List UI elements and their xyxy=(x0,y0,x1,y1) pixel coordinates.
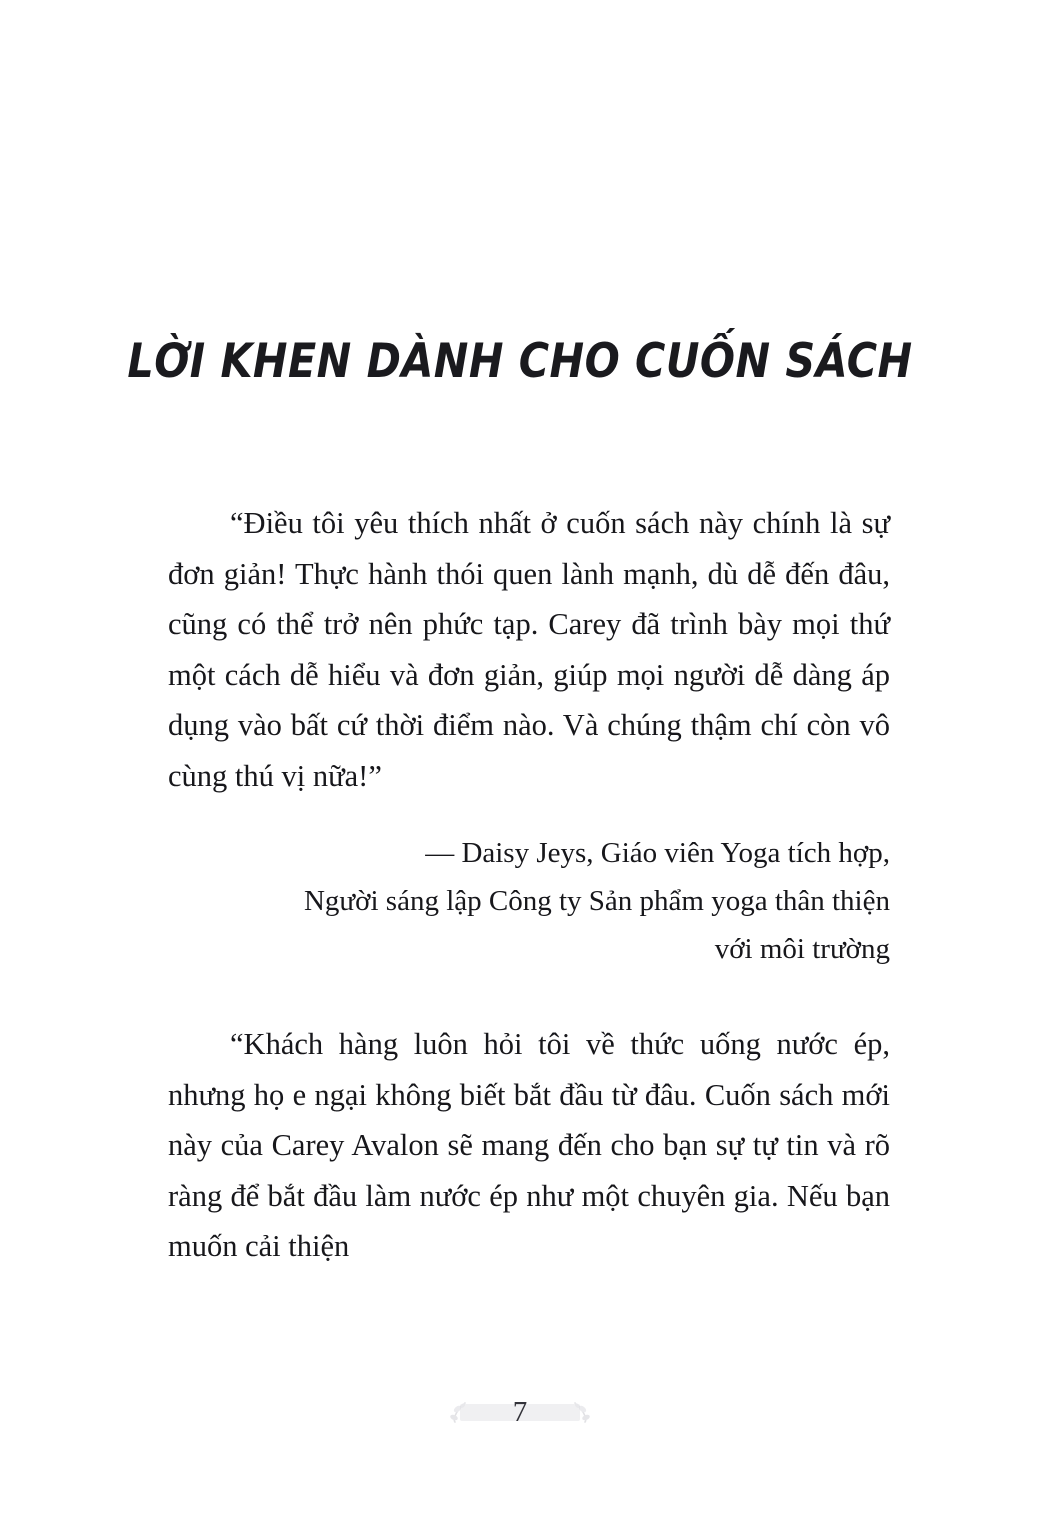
page-content xyxy=(168,498,890,1272)
testimonial-quote xyxy=(168,498,890,801)
testimonial-quote-text: “Điều tôi yêu thích nhất ở cuốn sách này chính là sự đơn giản! Thực hành thói quen lành mạnh, dù dễ đến đâu, cũng có thể trở nên phức tạp. Carey đã trình bày mọi thứ một cách dễ hiểu và đơn giản, giúp mọi người dễ dàng áp dụng vào bất cứ thời điểm nào. Và chúng thậm chí còn vô cùng thú vị nữa!” xyxy=(168,506,890,793)
page-footer xyxy=(0,1386,1040,1438)
attribution-line: Người sáng lập Công ty Sản phẩm yoga thân thiện xyxy=(303,885,890,917)
leaf-sprig-ornament-icon xyxy=(446,1397,476,1427)
folio-ornament-group xyxy=(446,1395,594,1429)
testimonial-block-2 xyxy=(168,1019,890,1272)
testimonial-quote-text: “Khách hàng luôn hỏi tôi về thức uống nước ép, nhưng họ e ngại không biết bắt đầu từ đâu. Cuốn sách mới này của Carey Avalon sẽ mang đến cho bạn sự tự tin và rõ ràng để bắt đầu làm nước ép như một chuyên gia. Nếu bạn muốn cải thiện xyxy=(168,1027,890,1263)
attribution-line: — Daisy Jeys, Giáo viên Yoga tích hợp, xyxy=(425,837,890,869)
testimonial-block-1 xyxy=(168,498,890,973)
page-title: LỜI KHEN DÀNH CHO CUỐN SÁCH xyxy=(127,334,913,390)
attribution-line: với môi trường xyxy=(714,933,890,965)
paragraph-spacer xyxy=(168,973,890,1019)
testimonial-quote xyxy=(168,1019,890,1272)
testimonial-attribution xyxy=(168,801,890,973)
page-number: 7 xyxy=(512,1395,528,1428)
leaf-sprig-ornament-icon xyxy=(564,1397,594,1427)
